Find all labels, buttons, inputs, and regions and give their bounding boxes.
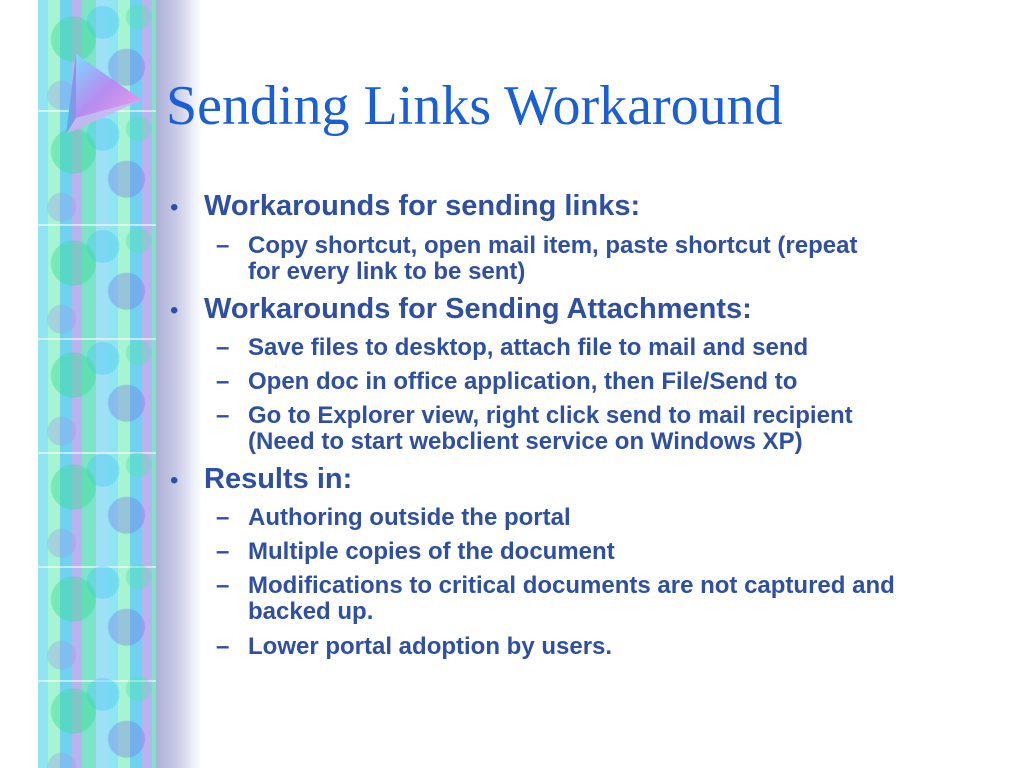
sub-bullet-marker: – (216, 572, 230, 599)
sub-bullet-item: Authoring outside the portal (248, 504, 571, 531)
sub-bullet-item: Lower portal adoption by users. (248, 633, 613, 660)
sub-bullet-marker: – (216, 232, 230, 259)
sub-bullet-marker: – (216, 538, 230, 565)
bullet-item: Workarounds for Sending Attachments: (204, 293, 752, 325)
sub-bullet-marker: – (216, 334, 230, 361)
sub-bullet-item: Modifications to critical documents are not captured and (248, 572, 895, 599)
sub-bullet-marker: – (216, 368, 230, 395)
bullet-item: Results in: (204, 463, 353, 495)
sub-bullet-item-continued: backed up. (248, 598, 374, 625)
sub-bullet-marker: – (216, 633, 230, 660)
sub-bullet-item-continued: (Need to start webclient service on Windows XP) (248, 428, 803, 455)
sub-bullet-item: Multiple copies of the document (248, 538, 615, 565)
sub-bullet-marker: – (216, 504, 230, 531)
sub-bullet-item-continued: for every link to be sent) (248, 258, 526, 285)
sub-bullet-item: Save files to desktop, attach file to mail and send (248, 334, 809, 361)
sub-bullet-marker: – (216, 402, 230, 429)
bullet-marker: • (170, 297, 179, 324)
bullet-marker: • (170, 467, 179, 494)
bullet-marker: • (170, 194, 179, 221)
sub-bullet-item: Copy shortcut, open mail item, paste shortcut (repeat (248, 232, 858, 259)
bullet-item: Workarounds for sending links: (204, 190, 641, 222)
slide-title: Sending Links Workaround (166, 75, 783, 137)
sub-bullet-item: Go to Explorer view, right click send to mail recipient (248, 402, 853, 429)
sub-bullet-item: Open doc in office application, then File/Send to (248, 368, 798, 395)
